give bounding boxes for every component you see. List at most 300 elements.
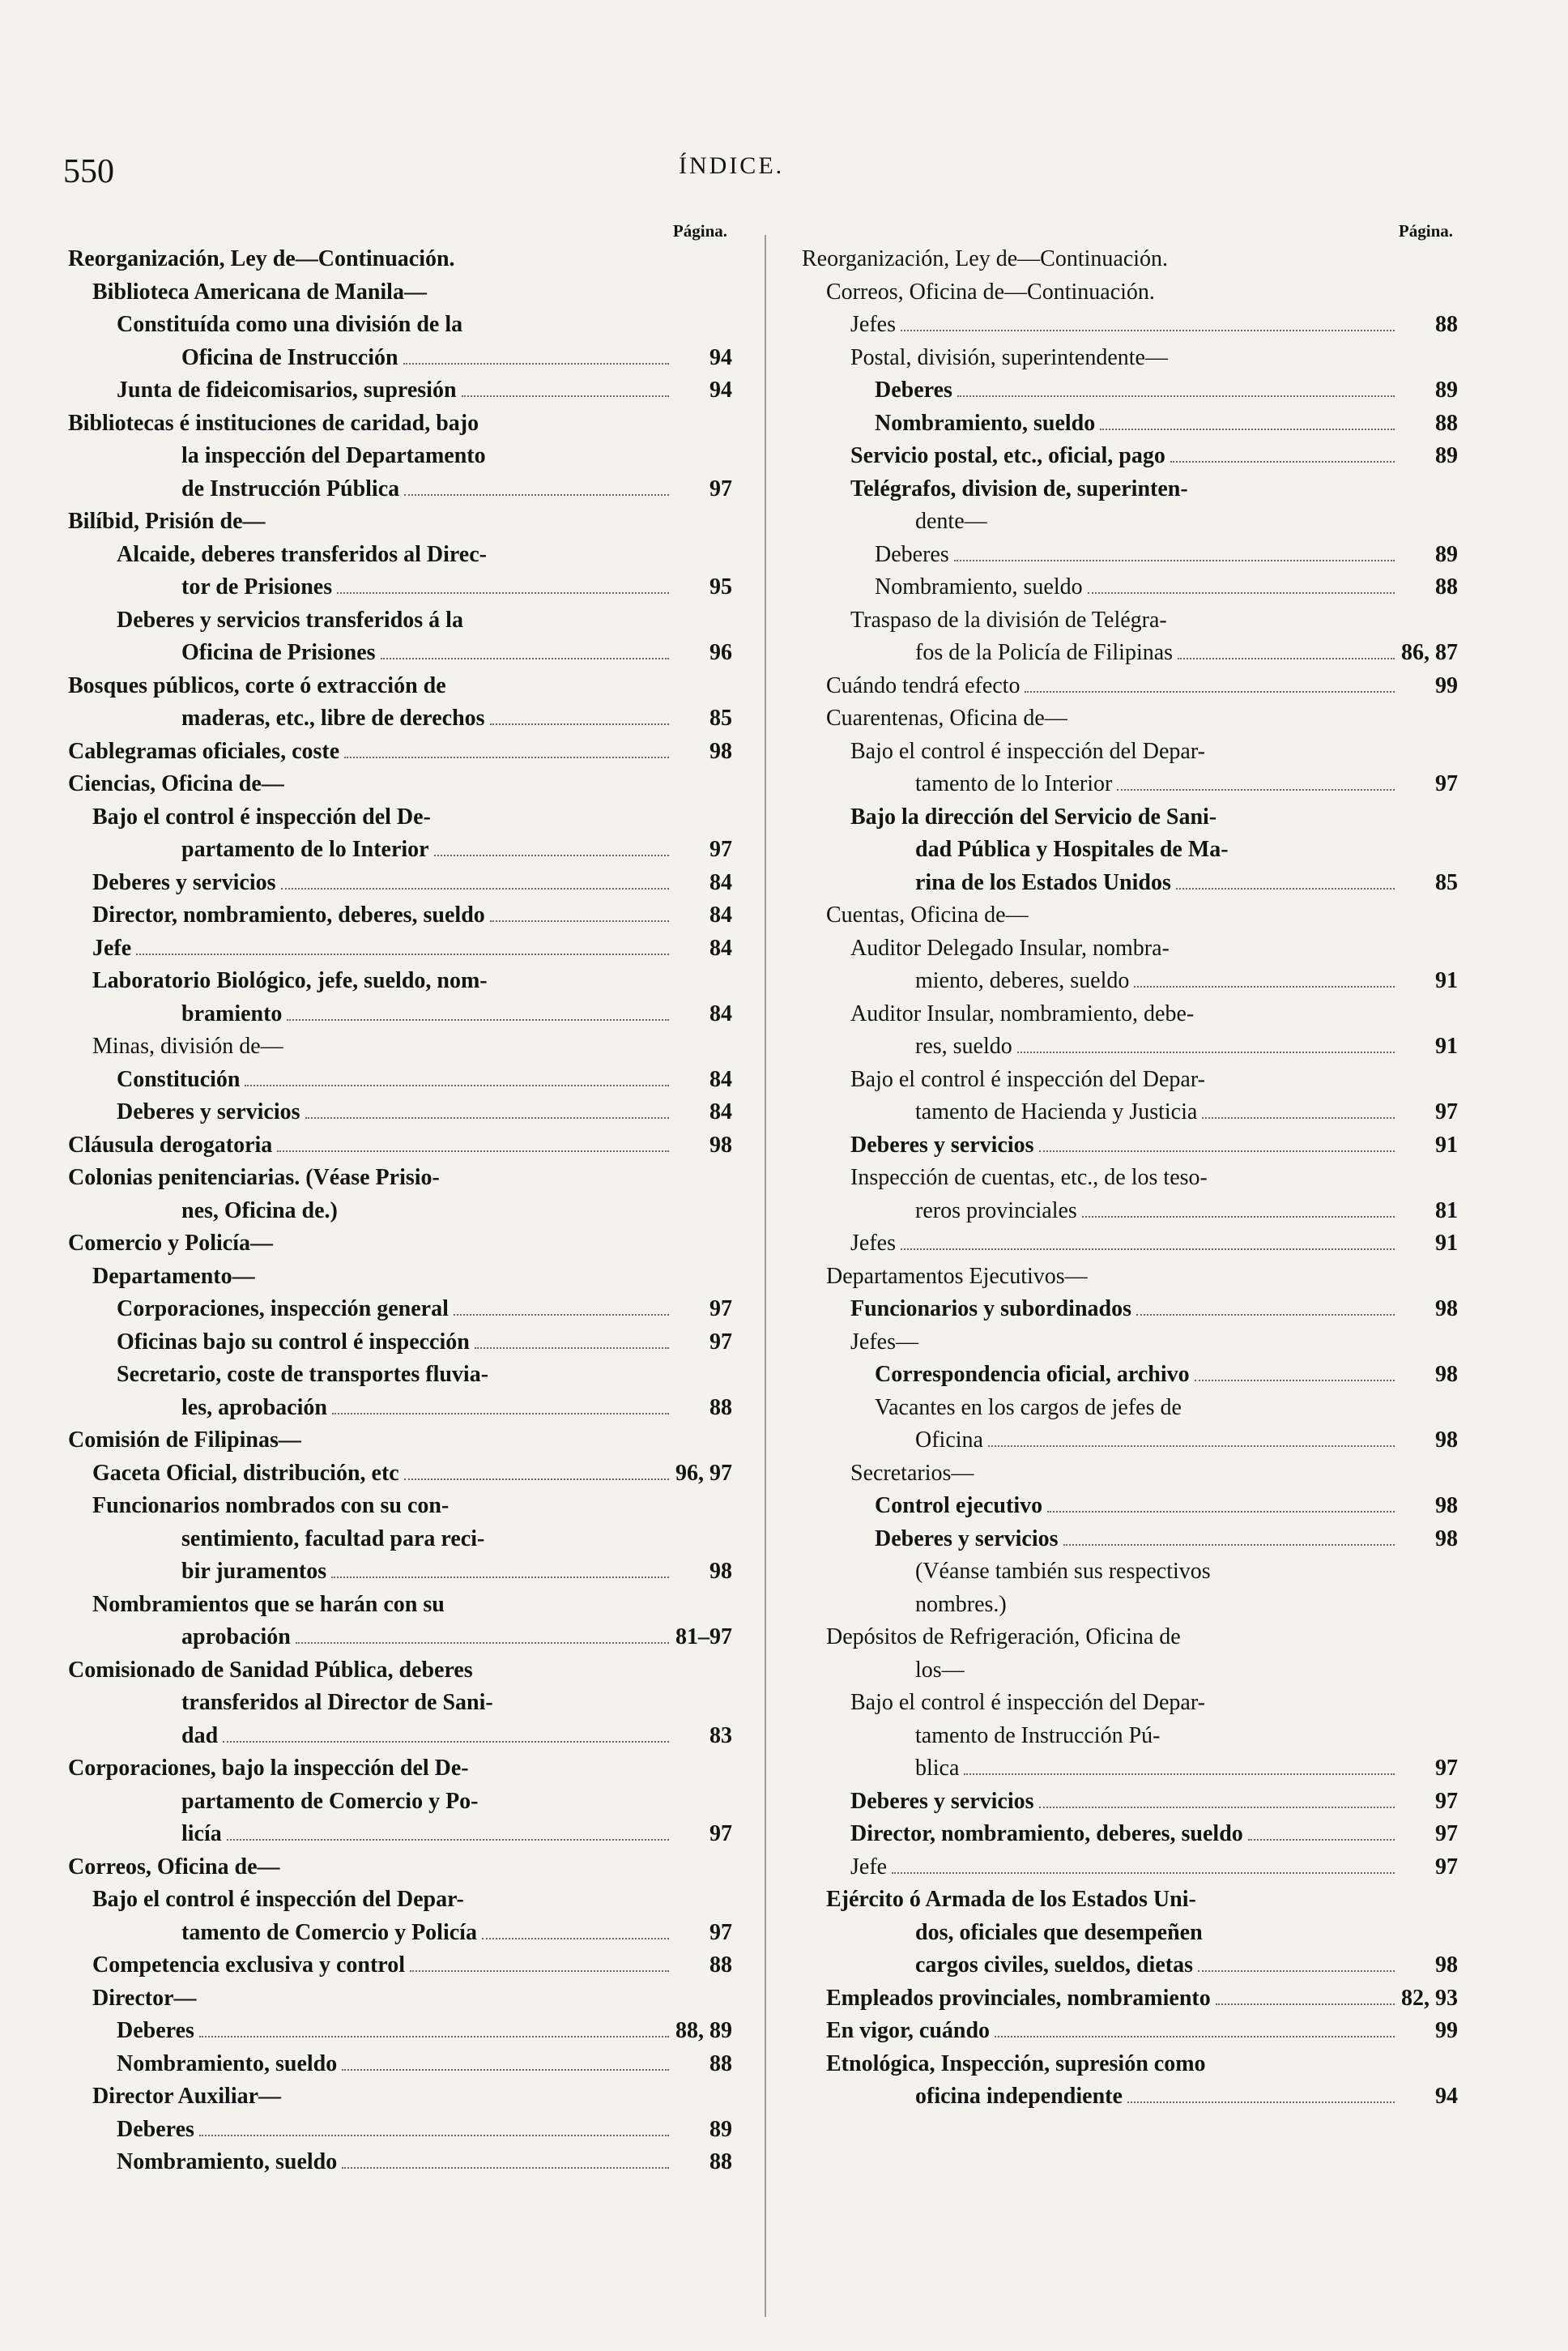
entry-text: Director, nombramiento, deberes, sueldo: [92, 902, 485, 928]
entry-text: Comisionado de Sanidad Pública, deberes: [68, 1657, 473, 1683]
entry-text: Control ejecutivo: [875, 1493, 1043, 1518]
dot-leader: [901, 330, 1395, 331]
entry-text: dad: [181, 1722, 219, 1748]
entry-text: tamento de Instrucción Pú-: [915, 1722, 1161, 1748]
entry-text: Junta de fideicomisarios, supresión: [117, 378, 457, 403]
entry-text: reros provinciales: [915, 1197, 1077, 1223]
entry-text: Funcionarios y subordinados: [850, 1296, 1131, 1321]
index-entry: [802, 1884, 1458, 1917]
dot-leader: [332, 1413, 669, 1414]
index-entry: [68, 2146, 732, 2179]
entry-page-ref: 97: [1435, 771, 1458, 796]
entry-text: Director, nombramiento, deberes, sueldo: [850, 1821, 1243, 1846]
entry-text: nes, Oficina de.): [181, 1197, 338, 1223]
entry-text: Correos, Oficina de—: [68, 1854, 280, 1880]
dot-leader: [227, 1839, 669, 1841]
entry-page-ref: 88, 89: [675, 2018, 732, 2043]
entry-page-ref: 89: [1435, 443, 1458, 468]
dot-leader: [342, 2069, 669, 2071]
dot-leader: [901, 1248, 1395, 1250]
entry-text: Reorganización, Ley de—Continuación.: [68, 246, 455, 271]
index-entry: [802, 1392, 1458, 1425]
entry-text: Nombramiento, sueldo: [117, 2050, 338, 2076]
index-entry: [802, 1096, 1458, 1129]
entry-text: Vacantes en los cargos de jefes de: [875, 1394, 1182, 1420]
index-entry: [68, 1457, 732, 1491]
index-entry: [802, 2015, 1458, 2048]
index-entry: [802, 243, 1458, 276]
entry-text: Bajo el control é inspección del Depar-: [850, 738, 1205, 764]
index-entry: [802, 998, 1458, 1031]
running-title: ÍNDICE.: [679, 152, 785, 179]
index-entry: [802, 309, 1458, 342]
entry-page-ref: 94: [709, 378, 732, 403]
entry-page-ref: 84: [709, 1066, 732, 1092]
dot-leader: [337, 592, 669, 594]
entry-text: Laboratorio Biológico, jefe, sueldo, nom-: [92, 968, 488, 993]
entry-page-ref: 88: [1435, 574, 1458, 599]
entry-text: Jefes: [850, 312, 896, 337]
entry-page-ref: 97: [1435, 1788, 1458, 1814]
entry-page-ref: 82, 93: [1401, 1985, 1458, 2011]
dot-leader: [454, 1314, 669, 1316]
entry-page-ref: 97: [1435, 1099, 1458, 1124]
entry-page-ref: 97: [709, 476, 732, 501]
entry-text: Bajo la dirección del Servicio de Sani-: [850, 804, 1217, 830]
entry-text: Nombramiento, sueldo: [875, 410, 1096, 436]
entry-page-ref: 89: [709, 2116, 732, 2142]
entry-text: Deberes y servicios: [850, 1788, 1034, 1814]
entry-page-ref: 97: [1435, 1854, 1458, 1880]
index-entry: [68, 407, 732, 441]
index-entry: [802, 1326, 1458, 1359]
dot-leader: [344, 757, 669, 758]
index-entry: [802, 1786, 1458, 1819]
index-entry: [68, 1917, 732, 1950]
entry-text: Cablegramas oficiales, coste: [68, 738, 340, 764]
index-entry: [802, 1752, 1458, 1786]
index-entry: [802, 965, 1458, 998]
index-entry: [802, 801, 1458, 834]
index-entry: [68, 1359, 732, 1392]
index-entry: [802, 932, 1458, 966]
index-entry: [802, 1654, 1458, 1688]
entry-text: Secretarios—: [850, 1460, 974, 1486]
dot-leader: [404, 494, 669, 496]
index-entry: [802, 736, 1458, 769]
entry-page-ref: 97: [709, 1329, 732, 1355]
entry-page-ref: 91: [1435, 1034, 1458, 1059]
entry-page-ref: 84: [709, 1099, 732, 1124]
entry-text: bramiento: [181, 1001, 283, 1026]
dot-leader: [381, 658, 669, 659]
index-entry: [68, 834, 732, 867]
entry-text: Etnológica, Inspección, supresión como: [826, 2050, 1206, 2076]
dot-leader: [281, 888, 669, 890]
entry-page-ref: 83: [709, 1722, 732, 1748]
dot-leader: [490, 920, 669, 922]
entry-page-ref: 84: [709, 902, 732, 928]
entry-text: Servicio postal, etc., oficial, pago: [850, 443, 1165, 468]
entry-text: Minas, división de—: [92, 1034, 283, 1059]
left-column: [68, 219, 732, 2179]
dot-leader: [1178, 658, 1395, 659]
dot-leader: [223, 1741, 669, 1743]
entry-text: En vigor, cuándo: [826, 2018, 991, 2043]
dot-leader: [490, 723, 669, 725]
index-entry: [68, 1621, 732, 1654]
index-entry: [802, 867, 1458, 900]
entry-text: transferidos al Director de Sani-: [181, 1690, 493, 1715]
index-entry: [68, 309, 732, 342]
index-entry: [68, 1030, 732, 1064]
entry-text: Deberes: [875, 378, 952, 403]
index-entry: [802, 637, 1458, 670]
index-entry: [68, 1490, 732, 1523]
index-entry: [68, 1195, 732, 1228]
entry-text: Ejército ó Armada de los Estados Uni-: [826, 1887, 1196, 1912]
entry-text: Cuentas, Oficina de—: [826, 902, 1029, 928]
index-entry: [802, 1490, 1458, 1523]
index-entry: [68, 604, 732, 638]
index-entry: [802, 440, 1458, 473]
entry-text: Traspaso de la división de Telégra-: [850, 607, 1167, 633]
index-entry: [802, 1293, 1458, 1326]
index-entry: [802, 1720, 1458, 1753]
dot-leader: [199, 2135, 669, 2136]
index-entry: [802, 1359, 1458, 1392]
index-entry: [68, 932, 732, 966]
entry-page-ref: 91: [1435, 968, 1458, 993]
entry-page-ref: 98: [709, 738, 732, 764]
entry-text: Corporaciones, bajo la inspección del De-: [68, 1756, 469, 1781]
entry-text: Nombramientos que se harán con su: [92, 1591, 445, 1617]
dot-leader: [1017, 1052, 1395, 1053]
index-entry: [68, 637, 732, 670]
index-entry: [802, 1523, 1458, 1556]
dot-leader: [342, 2167, 669, 2169]
entry-text: cargos civiles, sueldos, dietas: [915, 1952, 1193, 1978]
entry-text: Deberes y servicios: [117, 1099, 300, 1124]
index-entry: [802, 1227, 1458, 1261]
dot-leader: [1039, 1150, 1395, 1152]
entry-text: Jefes: [850, 1231, 896, 1256]
entry-text: Funcionarios nombrados con su con-: [92, 1493, 450, 1518]
index-entry: [68, 1720, 732, 1753]
entry-text: Deberes y servicios transferidos á la: [117, 607, 463, 633]
dot-leader: [1136, 1314, 1395, 1316]
entry-text: Jefes—: [850, 1329, 918, 1355]
entry-text: rina de los Estados Unidos: [915, 869, 1171, 895]
entry-page-ref: 88: [709, 2149, 732, 2174]
index-entry: [68, 1523, 732, 1556]
entry-text: Bajo el control é inspección del Depar-: [850, 1690, 1205, 1715]
entry-text: Deberes: [117, 2116, 194, 2142]
entry-page-ref: 84: [709, 869, 732, 895]
index-entry: [802, 407, 1458, 441]
dot-leader: [988, 1445, 1395, 1447]
entry-text: tamento de Hacienda y Justicia: [915, 1099, 1198, 1124]
index-entry: [802, 834, 1458, 867]
index-entry: [68, 539, 732, 572]
dot-leader: [957, 395, 1395, 397]
entry-page-ref: 88: [1435, 410, 1458, 436]
dot-leader: [1082, 1216, 1395, 1218]
index-entry: [802, 2080, 1458, 2114]
index-entry: [68, 965, 732, 998]
entry-text: Postal, división, superintendente—: [850, 344, 1168, 370]
entry-page-ref: 97: [709, 1919, 732, 1945]
entry-page-ref: 97: [709, 1821, 732, 1846]
dot-leader: [287, 1019, 669, 1021]
entry-page-ref: 84: [709, 1001, 732, 1026]
entry-page-ref: 81: [1435, 1197, 1458, 1223]
entry-text: Competencia exclusiva y control: [92, 1952, 405, 1978]
index-entry: [68, 571, 732, 604]
index-entry: [802, 1162, 1458, 1195]
entry-text: la inspección del Departamento: [181, 443, 486, 468]
index-entry: [802, 1064, 1458, 1097]
entry-text: Comercio y Policía—: [68, 1231, 273, 1256]
entry-page-ref: 96, 97: [675, 1460, 732, 1486]
entry-text: Corporaciones, inspección general: [117, 1296, 449, 1321]
dot-leader: [331, 1577, 669, 1578]
index-entry: [68, 2080, 732, 2114]
index-entry: [802, 1621, 1458, 1654]
dot-leader: [1170, 461, 1395, 463]
entry-text: Reorganización, Ley de—Continuación.: [802, 246, 1169, 271]
entry-text: Biblioteca Americana de Manila—: [92, 279, 427, 305]
index-entry: [68, 1949, 732, 1982]
entry-text: Oficina de Instrucción: [181, 344, 398, 370]
dot-leader: [1039, 1807, 1395, 1808]
index-entry: [68, 998, 732, 1031]
entry-page-ref: 88: [1435, 312, 1458, 337]
index-entry: [68, 374, 732, 407]
entry-text: Bibliotecas é instituciones de caridad, bajo: [68, 410, 479, 436]
dot-leader: [462, 395, 669, 397]
index-entry: [802, 506, 1458, 539]
entry-text: Jefe: [850, 1854, 888, 1880]
dot-leader: [1198, 1970, 1395, 1972]
index-entry: [68, 1555, 732, 1589]
index-entry: [68, 1227, 732, 1261]
entry-text: Constituída como una división de la: [117, 312, 463, 337]
index-entry: [68, 736, 732, 769]
index-entry: [68, 670, 732, 703]
entry-text: Deberes: [875, 541, 949, 567]
entry-text: Deberes y servicios: [875, 1525, 1059, 1551]
entry-text: Inspección de cuentas, etc., de los teso-: [850, 1165, 1208, 1190]
index-entry: [68, 1786, 732, 1819]
index-entry: [802, 1030, 1458, 1064]
entry-text: fos de la Policía de Filipinas: [915, 640, 1174, 665]
entry-text: Director—: [92, 1985, 197, 2011]
dot-leader: [954, 560, 1395, 561]
index-entry: [68, 1884, 732, 1917]
entry-text: Secretario, coste de transportes fluvia-: [117, 1362, 489, 1387]
index-entry: [802, 571, 1458, 604]
entry-text: partamento de Comercio y Po-: [181, 1788, 479, 1814]
index-entry: [68, 1654, 732, 1688]
entry-text: tamento de lo Interior: [915, 771, 1113, 796]
index-entry: [68, 342, 732, 375]
index-entry: [68, 899, 732, 932]
entry-text: Cuándo tendrá efecto: [826, 672, 1020, 698]
index-entry: [802, 1687, 1458, 1720]
entry-page-ref: 88: [709, 1394, 732, 1420]
dot-leader: [1127, 2101, 1395, 2103]
entry-page-ref: 85: [709, 706, 732, 731]
index-entry: [68, 1096, 732, 1129]
entry-text: oficina independiente: [915, 2084, 1123, 2109]
entry-text: Jefe: [92, 935, 132, 961]
entry-text: Cuarentenas, Oficina de—: [826, 706, 1067, 731]
entry-text: nombres.): [915, 1591, 1007, 1617]
entry-text: Empleados provinciales, nombramiento: [826, 1985, 1211, 2011]
entry-text: licía: [181, 1821, 222, 1846]
page-number: 550: [63, 153, 114, 190]
index-entry: [68, 1326, 732, 1359]
entry-text: Departamento—: [92, 1263, 255, 1289]
dot-leader: [403, 363, 669, 365]
dot-leader: [1195, 1380, 1395, 1381]
entry-page-ref: 94: [709, 344, 732, 370]
dot-leader: [245, 1085, 669, 1086]
entry-text: Alcaide, deberes transferidos al Direc-: [117, 541, 487, 567]
index-entry: [68, 1261, 732, 1294]
index-entry: [68, 1982, 732, 2016]
entry-text: Departamentos Ejecutivos—: [826, 1263, 1088, 1289]
entry-text: Nombramiento, sueldo: [117, 2149, 338, 2174]
dot-leader: [1202, 1117, 1395, 1119]
entry-page-ref: 98: [1435, 1427, 1458, 1453]
entry-text: Correos, Oficina de—Continuación.: [826, 279, 1155, 305]
dot-leader: [482, 1938, 669, 1939]
index-entry: [802, 670, 1458, 703]
index-entry: [68, 768, 732, 801]
entry-text: Depósitos de Refrigeración, Oficina de: [826, 1624, 1181, 1649]
entry-page-ref: 88: [709, 1952, 732, 1978]
page-column-label: Página.: [672, 221, 727, 241]
entry-page-ref: 98: [1435, 1493, 1458, 1518]
index-entry: [68, 2048, 732, 2081]
entry-page-ref: 86, 87: [1401, 640, 1458, 665]
entry-text: Deberes y servicios: [850, 1132, 1034, 1158]
entry-text: Oficinas bajo su control é inspección: [117, 1329, 470, 1355]
index-entry: [68, 440, 732, 473]
entry-text: bir juramentos: [181, 1559, 327, 1584]
entry-text: aprobación: [181, 1624, 291, 1649]
index-entry: [802, 899, 1458, 932]
dot-leader: [475, 1347, 669, 1349]
index-entry: [68, 1162, 732, 1195]
index-entry: [68, 2015, 732, 2048]
dot-leader: [1248, 1839, 1395, 1841]
entry-page-ref: 98: [1435, 1296, 1458, 1321]
entry-text: Deberes: [117, 2018, 194, 2043]
dot-leader: [1117, 789, 1395, 791]
entry-text: Gaceta Oficial, distribución, etc: [92, 1460, 399, 1486]
dot-leader: [1216, 2003, 1395, 2005]
index-entry: [68, 506, 732, 539]
dot-leader: [1063, 1544, 1395, 1546]
index-entry: [68, 702, 732, 736]
dot-leader: [1134, 986, 1395, 988]
index-entry: [802, 473, 1458, 506]
dot-leader: [995, 2036, 1395, 2037]
index-entry: [68, 1129, 732, 1163]
entry-page-ref: 99: [1435, 2018, 1458, 2043]
index-entry: [802, 374, 1458, 407]
entry-page-ref: 98: [1435, 1525, 1458, 1551]
entry-page-ref: 98: [709, 1132, 732, 1158]
dot-leader: [1100, 429, 1395, 430]
entry-text: Director Auxiliar—: [92, 2084, 282, 2109]
dot-leader: [1088, 592, 1395, 594]
entry-page-ref: 91: [1435, 1231, 1458, 1256]
index-entry: [68, 276, 732, 309]
index-entry: [802, 1982, 1458, 2016]
entry-page-ref: 89: [1435, 541, 1458, 567]
entry-text: dos, oficiales que desempeñen: [915, 1919, 1203, 1945]
entry-page-ref: 98: [1435, 1362, 1458, 1387]
entry-page-ref: 97: [709, 837, 732, 862]
index-entry: [68, 1424, 732, 1457]
page-column-label: Página.: [1398, 221, 1453, 241]
entry-text: dente—: [915, 509, 987, 534]
entry-text: Auditor Delegado Insular, nombra-: [850, 935, 1170, 961]
entry-text: maderas, etc., libre de derechos: [181, 706, 485, 731]
right-entries: [802, 243, 1458, 2114]
entry-page-ref: 81–97: [675, 1624, 732, 1649]
entry-text: de Instrucción Pública: [181, 476, 400, 501]
entry-text: blica: [915, 1756, 960, 1781]
entry-text: Bilíbid, Prisión de—: [68, 509, 266, 534]
entry-text: miento, deberes, sueldo: [915, 968, 1130, 993]
index-entry: [802, 276, 1458, 309]
dot-leader: [964, 1773, 1395, 1775]
entry-text: Telégrafos, division de, superinten-: [850, 476, 1188, 501]
dot-leader: [1047, 1511, 1395, 1513]
entry-text: Comisión de Filipinas—: [68, 1427, 301, 1453]
entry-page-ref: 91: [1435, 1132, 1458, 1158]
index-entry: [68, 1687, 732, 1720]
index-entry: [802, 539, 1458, 572]
right-column: [802, 219, 1458, 2114]
entry-text: les, aprobación: [181, 1394, 327, 1420]
entry-text: Bajo el control é inspección del Depar-: [92, 1887, 464, 1912]
entry-text: dad Pública y Hospitales de Ma-: [915, 837, 1229, 862]
dot-leader: [136, 954, 669, 955]
entry-text: Bajo el control é inspección del De-: [92, 804, 431, 830]
entry-page-ref: 88: [709, 2050, 732, 2076]
dot-leader: [1025, 691, 1395, 693]
index-entry: [802, 604, 1458, 638]
entry-page-ref: 94: [1435, 2084, 1458, 2109]
index-entry: [802, 1195, 1458, 1228]
index-entry: [802, 1555, 1458, 1589]
entry-text: res, sueldo: [915, 1034, 1012, 1059]
entry-page-ref: 84: [709, 935, 732, 961]
index-entry: [68, 1589, 732, 1622]
index-entry: [802, 1129, 1458, 1163]
column-divider: [765, 235, 766, 2317]
entry-page-ref: 89: [1435, 378, 1458, 403]
entry-page-ref: 97: [1435, 1821, 1458, 1846]
entry-page-ref: 97: [709, 1296, 732, 1321]
left-entries: [68, 243, 732, 2179]
